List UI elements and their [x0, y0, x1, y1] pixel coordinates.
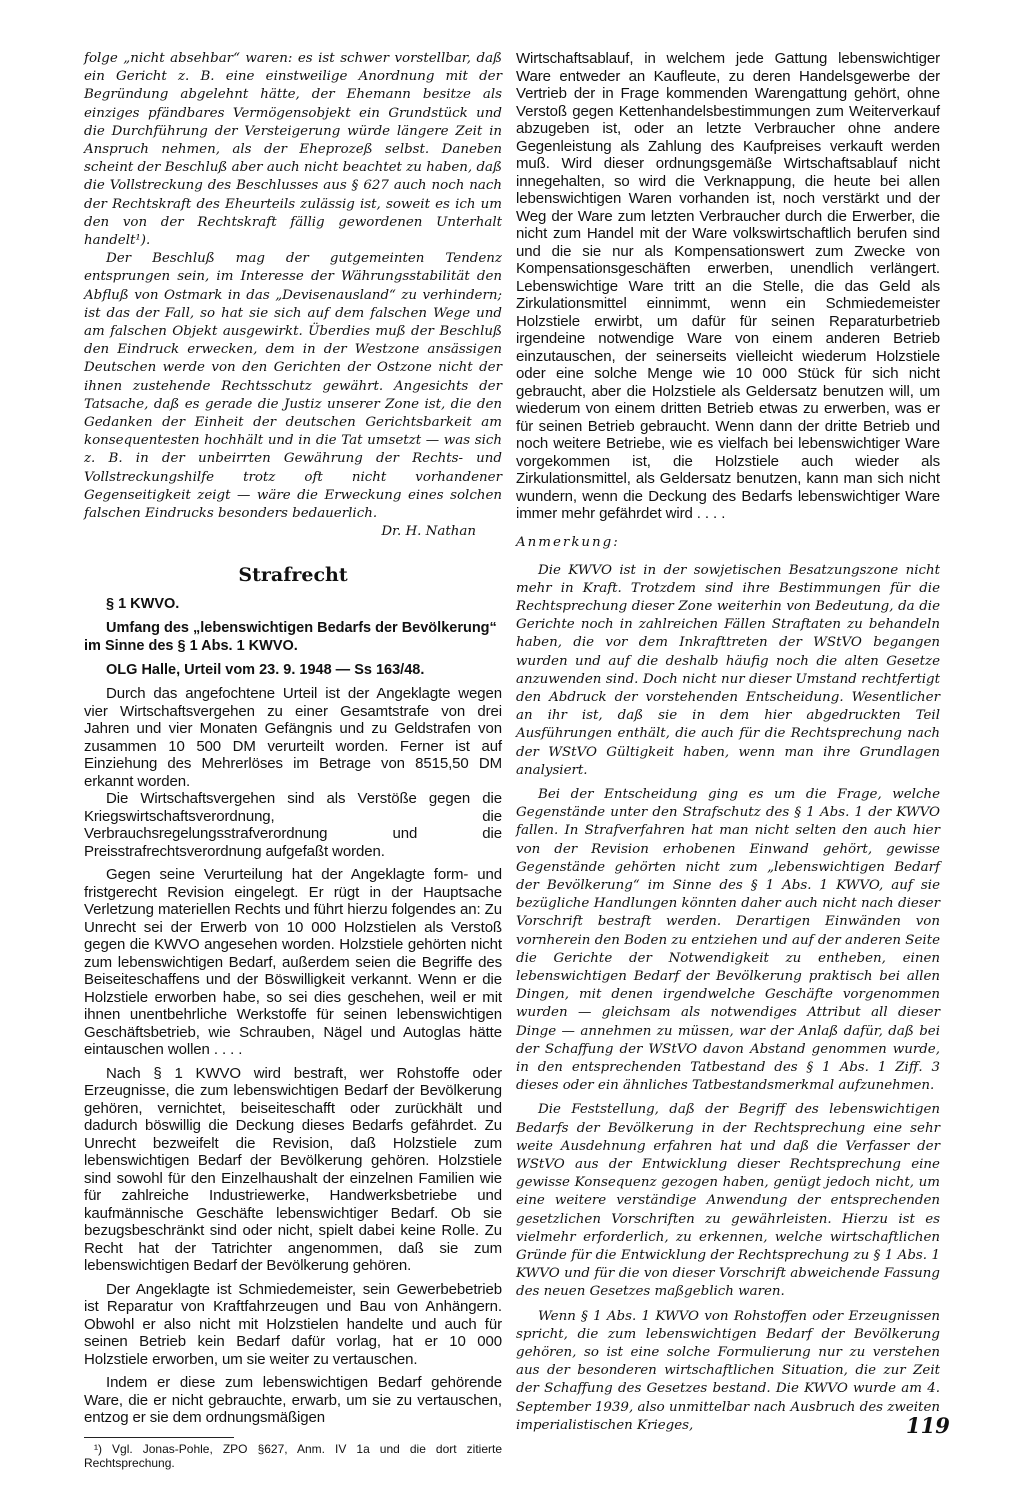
- annotation-paragraph-4: Wenn § 1 Abs. 1 KWVO von Rohstoffen oder Erzeugnissen spricht, die zum lebenswichtigen Bedarf der Bevölkerung gehören, so ist eine solche Formulierung nur zu verstehen aus der besonderen wirtschaftlichen Situation, die zur Zeit der Schaffung des Gesetzes bestand. Die KWVO wurde am 4. September 1939, also unmittelbar nach Ausbruch des zweiten imperialistischen Krieges,: [516, 1308, 940, 1433]
- page-number: 119: [906, 1413, 950, 1438]
- annotation-paragraph-3: Die Feststellung, daß der Begriff des lebenswichtigen Bedarfs der Bevölkerung in der Rechtsprechung eine sehr weite Ausdehnung erfahren hat und daß die Verfasser der WStVO aus der Entwicklung dieser Rechtsprechung eine gewisse Konsequenz gezogen haben, genügt jedoch nicht, um eine weitere verständige Anwendung der entsprechenden gesetzlichen Vorschriften zu gewährleisten. Hierzu ist es vielmehr erforderlich, zu erkennen, welche wirtschaftlichen Gründe für die Entwicklung der Rechtsprechung zu § 1 Abs. 1 KWVO und für die von dieser Vorschrift abweichende Fassung des neuen Gesetzes maßgeblich waren.: [516, 1102, 940, 1300]
- right-column: [516, 50, 940, 1435]
- annotation-paragraph-2: Bei der Entscheidung ging es um die Frage, welche Gegenstände unter den Strafschutz des § 1 Abs. 1 der KWVO fallen. In Strafverfahren hat man nicht selten den auch hier von der Revision erhobenen Einwand gehört, gewisse Gegenstände gehörten nicht zum „lebenswichtigen Bedarf der Bevölkerung“ im Sinne des § 1 Abs. 1 KWVO, auf sie bezügliche Handlungen könnten daher auch nicht nach dieser Vorschrift bestraft werden. Derartigen Einwänden von vornherein den Boden zu entziehen und auf der anderen Seite die Gerichte der Notwendigkeit zu entheben, einen lebenswichtigen Bedarf der Bevölkerung praktisch bei allen Dingen, mit denen irgendwelche Geschäfte vorgenommen wurden — gleichsam als notwendiges Attribut all dieser Dinge — annehmen zu müssen, war der Anlaß dafür, daß bei der Schaffung der WStVO davon Abstand genommen wurde, in den entsprechenden Tatbestand des § 1 Abs. 1 Ziff. 3 dieses oder ein ähnliches Tatbestandsmerkmal aufzunehmen.: [516, 786, 940, 1094]
- footnote-divider: [84, 1437, 234, 1438]
- intro-paragraph-2: Der Beschluß mag der gutgemeinten Tendenz entsprungen sein, im Interesse der Währungsstabilität den Abfluß von Ostmark in das „Devisenausland“ zu verhindern; ist das der Fall, so hat sie sich auf dem falschen Wege und am falschen Objekt ausgewirkt. Überdies muß der Beschluß den Eindruck erwecken, dem in der Westzone ansässigen Deutschen werde von den Gerichten der Ostzone nicht der ihnen zustehende Rechtsschutz gewährt. Angesichts der Tatsache, daß es gerade die Justiz unserer Zone ist, die den Gedanken der Einheit der deutschen Gerichtsbarkeit am konsequentesten hochhält und in die Tat umsetzt — was sich z. B. in der unbeirrten Gewährung der Rechts- und Vollstreckungshilfe trotz oft nicht vorhandener Gegenseitigkeit zeigt — wäre die Erweckung eines solchen falschen Eindrucks besonders bedauerlich.: [84, 251, 502, 522]
- body-paragraph-4: Nach § 1 KWVO wird bestraft, wer Rohstoffe oder Erzeugnisse, die zum lebenswichtigen Bedarf der Bevölkerung gehören, vernichtet, beiseiteschafft oder zurückhält und dadurch böswillig die Deckung dieses Bedarfs gefährdet. Zu Unrecht bezweifelt die Revision, daß Holzstiele zum lebenswichtigen Bedarf der Bevölkerung gehören. Holzstiele sind sowohl für den Einzelhaushalt der einzelnen Familien wie für zahlreiche Industriewerke, Handwerksbetriebe und kaufmännische Geschäfte lebenswichtiger Bedarf. Ob sie bezugsbeschränkt sind oder nicht, spielt dabei keine Rolle. Zu Recht hat der Tatrichter angenommen, daß sie zum lebenswichtigen Bedarf der Bevölkerung gehören.: [84, 1064, 502, 1275]
- annotation-paragraph-1: Die KWVO ist in der sowjetischen Besatzungszone nicht mehr in Kraft. Trotzdem sind ihre Bestimmungen für die Rechtsprechung dieser Zone weiterhin von Bedeutung, da die Gerichte noch in zahlreichen Fällen Straftaten zu behandeln haben, die vor dem Inkrafttreten der WStVO begangen wurden und auf die deshalb häufig noch die alten Gesetze anzuwenden sind. Doch nicht nur dieser Umstand rechtfertigt den Abdruck der vorstehenden Entscheidung. Wesentlicher an ihr ist, daß sie in dem hier abgedruckten Teil Ausführungen enthält, die auch für die Rechtsprechung nach der WStVO Gültigkeit haben, wenn man ihre Grundlagen analysiert.: [516, 562, 940, 778]
- body-paragraph-5: Der Angeklagte ist Schmiedemeister, sein Gewerbebetrieb ist Reparatur von Kraftfahrzeugen und Bau von Anhängern. Obwohl er also nicht mit Holzstielen handelte und auch für seinen Betrieb kein Bedarf dafür vorlag, hat er 10 000 Holzstiele erworben, um sie weiter zu vertauschen.: [84, 1280, 502, 1368]
- case-court-heading: OLG Halle, Urteil vom 23. 9. 1948 — Ss 163/48.: [106, 662, 425, 679]
- body-paragraph-2: Die Wirtschaftsvergehen sind als Verstöße gegen die Kriegswirtschaftsverordnung, die Verbrauchsregelungsstrafverordnung und die Preisstrafrechtsverordnung aufgefaßt worden.: [84, 790, 502, 860]
- left-column: [84, 50, 502, 1470]
- intro-paragraph-1: folge „nicht absehbar“ waren: es ist schwer vorstellbar, daß ein Gericht z. B. eine einstweilige Anordnung mit der Begründung abgelehnt hätte, der Ehemann besitze als einziges pfändbares Vermögensobjekt ein Grundstück und die Durchführung der Versteigerung würde längere Zeit in Anspruch nehmen, als der Eheprozeß selbst. Daneben scheint der Beschluß aber auch nicht beachtet zu haben, daß die Vollstreckung des Beschlusses aus § 627 auch noch nach der Rechtskraft des Eheurteils zulässig ist, soweit es ich um den von der Rechtskraft fällig gewordenen Unterhalt handelt¹).: [84, 51, 502, 249]
- author-signature: Dr. H. Nathan: [381, 524, 476, 540]
- body-paragraph-3: Gegen seine Verurteilung hat der Angeklagte form- und fristgerecht Revision eingelegt. Er rügt in der Hauptsache Verletzung materiellen Rechts und führt hierzu folgendes an: Zu Unrecht sei der Erwerb von 10 000 Holzstielen als Verstoß gegen die KWVO angesehen worden. Holzstiele gehörten nicht zum lebenswichtigen Bedarf, außerdem seien die Begriffe des Beiseiteschaffens und der Böswilligkeit verkannt. Wenn er die Holzstiele erworben habe, so sei dies geschehen, weil er mit ihnen unentbehrliche Werkstoffe für seinen lebenswichtigen Geschäftsbetrieb, wie Schrauben, Nägel und Autoglas hätte eintauschen wollen . . . .: [84, 866, 502, 1059]
- annotation-label: Anmerkung:: [516, 534, 620, 550]
- body-paragraph-1: Durch das angefochtene Urteil ist der Angeklagte wegen vier Wirtschaftsvergehen zu einer Gesamtstrafe von drei Jahren und vier Monaten Gefängnis und zu Geldstrafen von zusammen 10 500 DM verurteilt worden. Ferner ist auf Einziehung des Mehrerlöses im Betrage von 8515,50 DM erkannt worden.: [84, 685, 502, 790]
- section-title: Strafrecht: [238, 564, 348, 587]
- continued-body-paragraph: Wirtschaftsablauf, in welchem jede Gattung lebenswichtiger Ware entweder an Kaufleute, zu deren Handelsgewerbe der Vertrieb der in Frage kommenden Warengattung gehört, ohne Verstoß gegen Kettenhandelsbestimmungen zum Weiterverkauf abzugeben ist, oder an letzte Verbraucher ohne andere Gegenleistung als Zahlung des Kaufpreises verkauft werden muß. Wird dieser ordnungsgemäße Wirtschaftsablauf nicht innegehalten, so wird die Verknappung, die heute bei allen lebenswichtigen Waren vorhanden ist, noch verstärkt und der Weg der Ware zum letzten Verbraucher durch die Erwerber, die nicht zum Handel mit der Ware volkswirtschaftlich berufen sind und die sie nur als Kompensationswert zum Zwecke von Kompensationsgeschäften erwerben, unendlich verlängert. Lebenswichtige Ware tritt an die Stelle, die das Geld als Zirkulationsmittel einnimmt, wenn ein Schmiedemeister Holzstiele erwirbt, um dafür für seinen Reparaturbetrieb irgendeine notwendige Ware von einem anderen Betrieb einzutauschen, der seinerseits vielleicht wiederum Holzstiele oder eine solche Menge wie 10 000 Stück für sich nicht gebraucht, aber die Holzstiele als Geldersatz benutzen will, um wiederum von einem dritten Betrieb etwas zu erwerben, was er für seinen Betrieb gebraucht. Wenn dann der dritte Betrieb und noch weitere Betriebe, wie es vielfach bei lebenswichtiger Ware vorgekommen ist, die Holzstiele auch wieder als Zirkulationsmittel, als Geldersatz benutzen, kann man sich nicht wundern, wenn die Deckung des Bedarfs lebenswichtiger Ware immer mehr gefährdet wird . . . .: [516, 50, 940, 522]
- case-norm-heading: § 1 KWVO.: [106, 596, 180, 613]
- case-subject-heading: Umfang des „lebenswichtigen Bedarfs der Bevölkerung“ im Sinne des § 1 Abs. 1 KWVO.: [84, 620, 497, 655]
- footnote: ¹) Vgl. Jonas-Pohle, ZPO §627, Anm. IV 1a und die dort zitierte Rechtsprechung.: [84, 1441, 502, 1470]
- body-paragraph-6: Indem er diese zum lebenswichtigen Bedarf gehörende Ware, die er nicht gebrauchte, erwarb, um sie zu vertauschen, entzog er sie dem ordnungsmäßigen: [84, 1374, 502, 1427]
